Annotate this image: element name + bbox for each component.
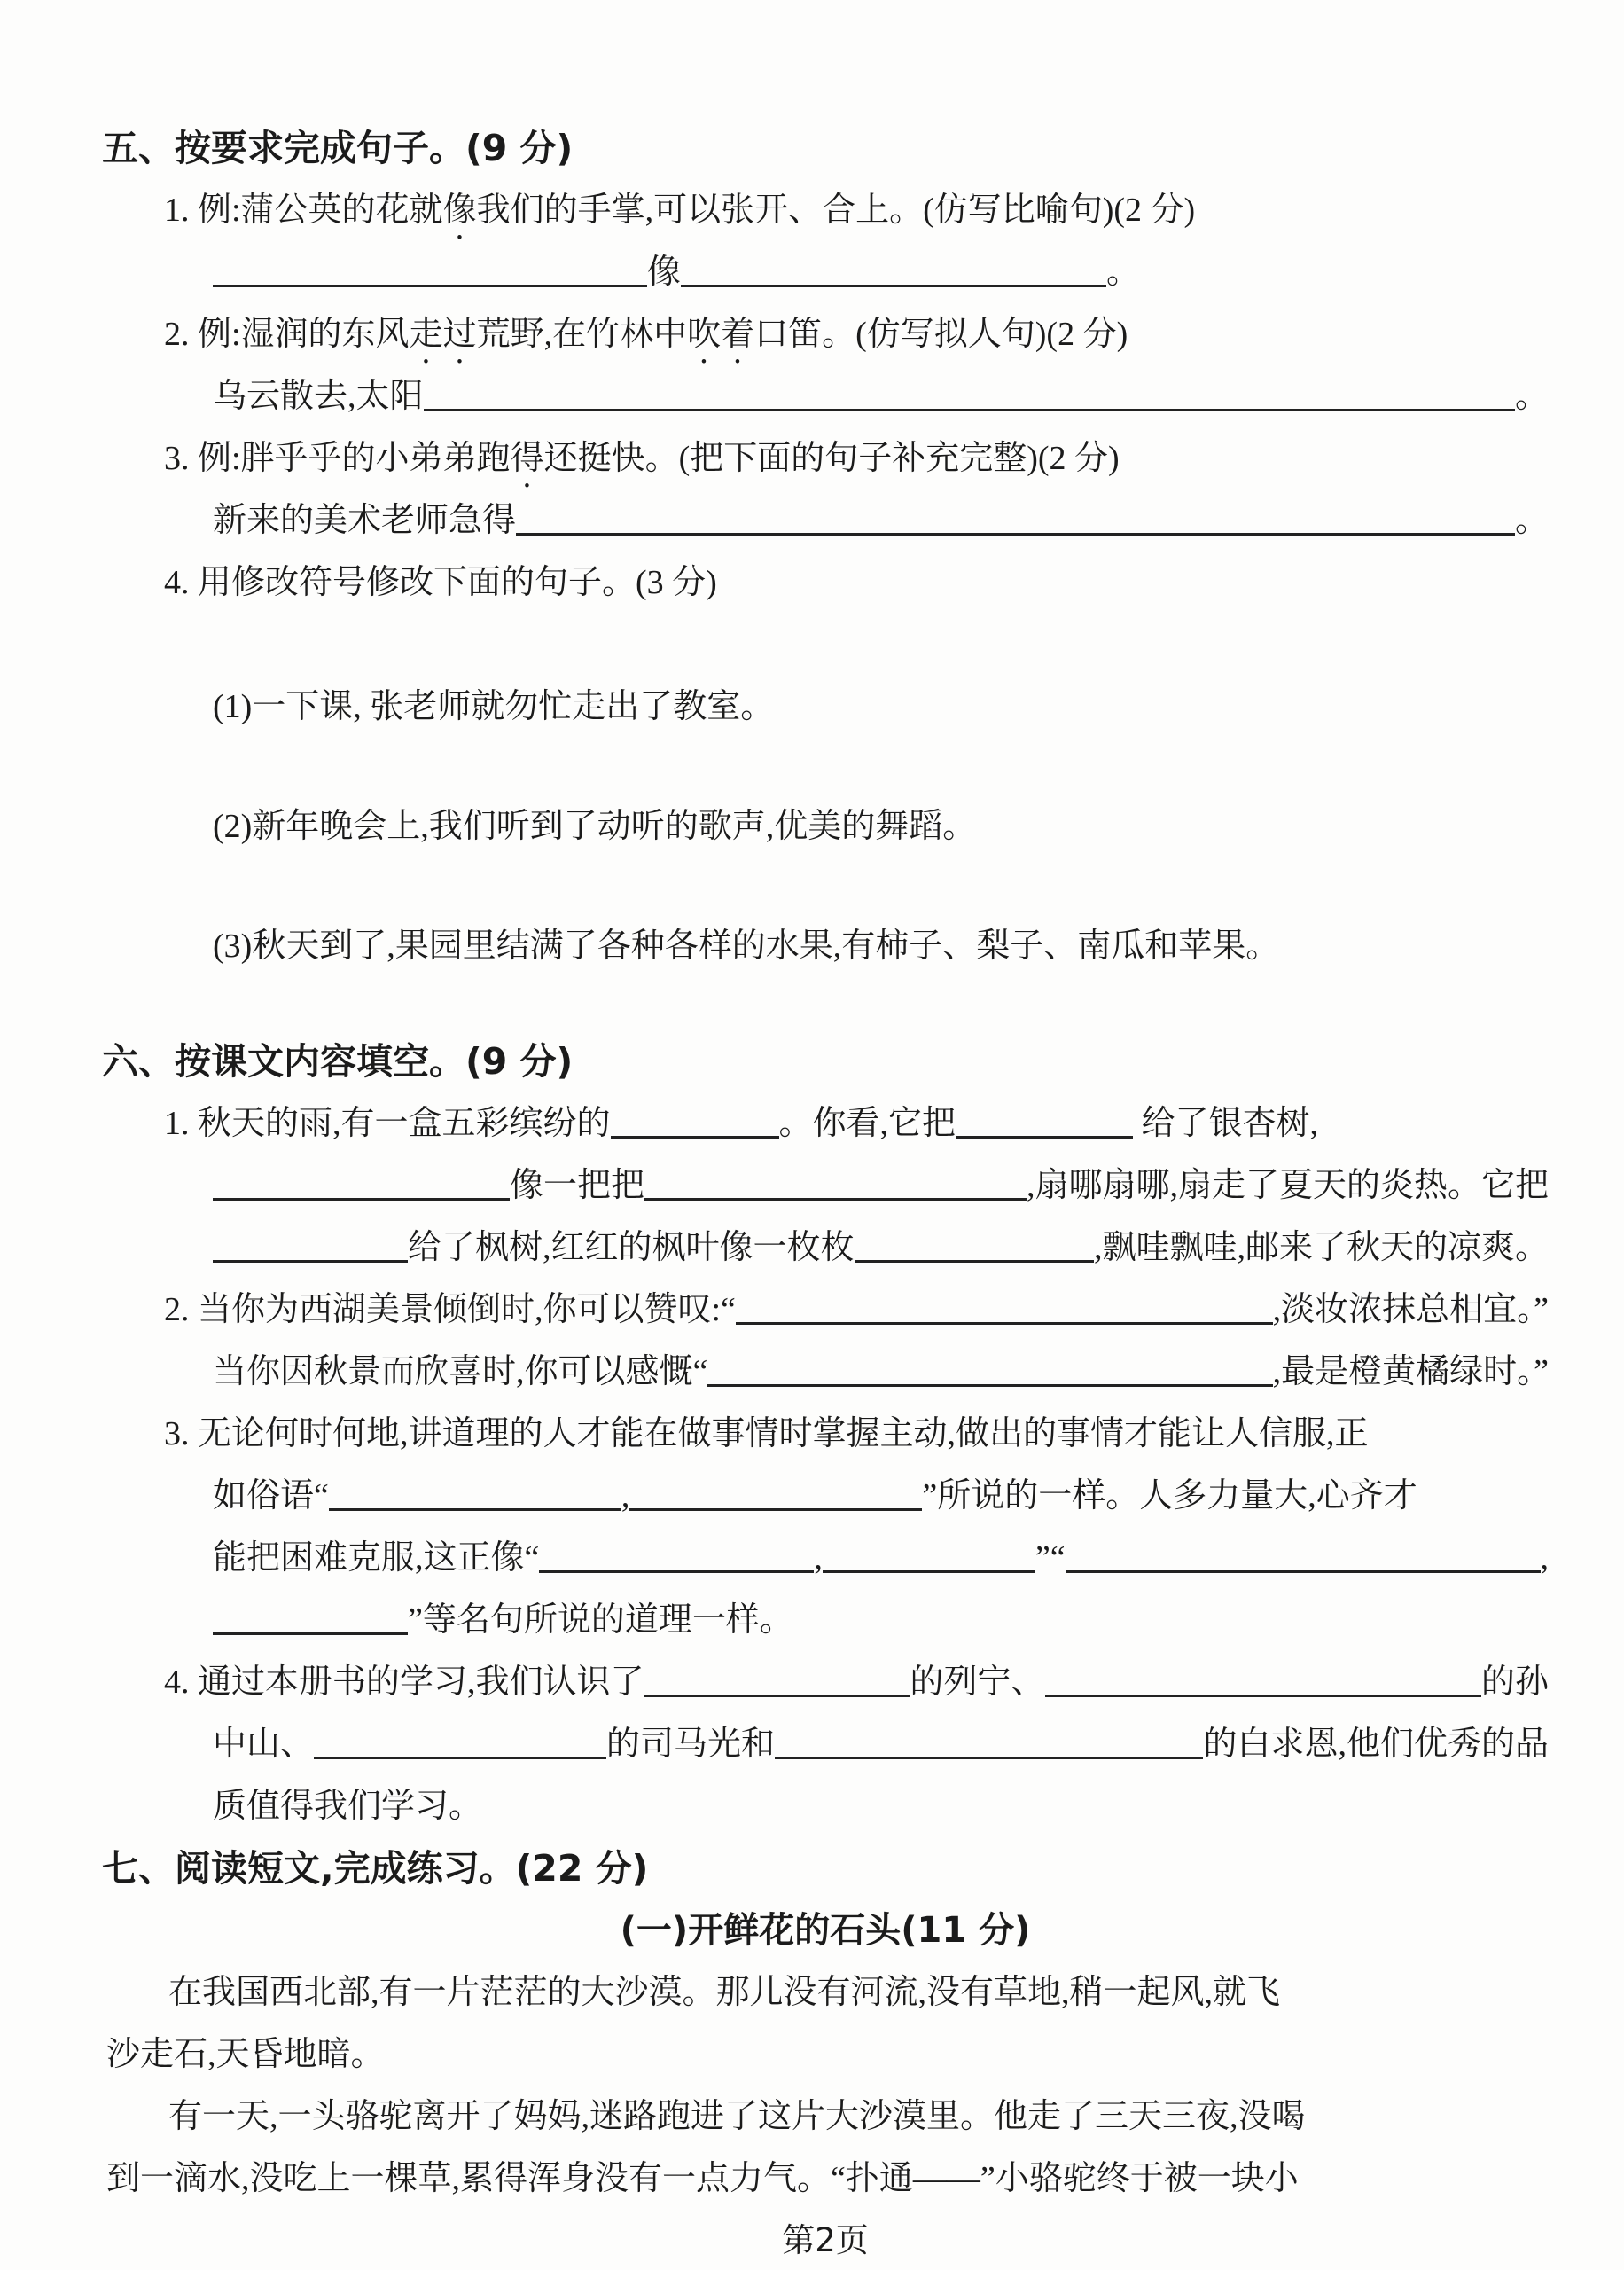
text-run: 2. 例:湿润的东风 <box>164 316 410 353</box>
answer-blank <box>707 1358 1272 1387</box>
exam-line <box>102 303 1549 365</box>
text-run: ”所说的一样。人多力量大,心齐才 <box>922 1477 1417 1515</box>
exam-line <box>102 1775 1549 1837</box>
text-run: 质值得我们学习。 <box>213 1788 483 1825</box>
exam-line <box>102 1341 1549 1403</box>
emphasized-text-run: 得 <box>510 440 544 477</box>
exam-line <box>102 1465 1549 1527</box>
answer-blank <box>1045 1668 1481 1697</box>
text-run: 的司马光和 <box>606 1726 776 1763</box>
text-run: 荒野,在竹林中 <box>476 316 688 353</box>
text-run: 当你因秋景而欣喜时,你可以感慨“ <box>213 1353 708 1390</box>
text-run: 沙走石,天昏地暗。 <box>106 2036 385 2073</box>
section-six-heading: 六、按课文内容填空。(9 分) <box>102 1040 574 1083</box>
answer-blank <box>611 1109 779 1139</box>
emphasized-text-run: 像 <box>442 192 477 229</box>
text-run: 能把困难克服,这正像“ <box>213 1539 540 1577</box>
passage-title <box>102 1899 1549 1961</box>
answer-blank <box>644 1668 910 1697</box>
answer-blank <box>516 506 1515 536</box>
answer-blank <box>644 1171 1027 1201</box>
text-run: 1. 秋天的雨,有一盒五彩缤纷的 <box>164 1105 611 1142</box>
answer-blank <box>424 382 1515 411</box>
passage-line <box>102 1961 1549 2023</box>
text-run: ,最是橙黄橘绿时。” <box>1272 1353 1549 1390</box>
section-six <box>102 1030 1549 1837</box>
text-run: 口笛。(仿写拟人句)(2 分) <box>754 316 1128 353</box>
text-run: 像 <box>647 254 682 291</box>
text-run: , <box>814 1539 823 1577</box>
emphasized-text-run: 吹着 <box>687 316 755 353</box>
text-run: 给了枫树,红红的枫叶像一枚枚 <box>408 1229 855 1266</box>
text-run: 1. 例:蒲公英的花就 <box>164 192 443 229</box>
text-run: 。 <box>1106 254 1141 291</box>
text-run: 还挺快。(把下面的句子补充完整)(2 分) <box>543 440 1120 477</box>
answer-blank <box>213 258 647 287</box>
exam-line <box>102 1217 1549 1279</box>
text-run: (一)开鲜花的石头(11 分) <box>620 1910 1031 1951</box>
exam-line <box>102 1713 1549 1775</box>
text-run: 。 <box>1514 378 1549 415</box>
passage-line <box>102 2023 1549 2086</box>
exam-line <box>102 1651 1549 1713</box>
section-five-heading: 五、按要求完成句子。(9 分) <box>102 127 574 169</box>
exam-line <box>102 1092 1549 1155</box>
text-run: 。 <box>1514 502 1549 539</box>
text-run: ,飘哇飘哇,邮来了秋天的凉爽。 <box>1093 1229 1549 1266</box>
exam-line <box>102 365 1549 427</box>
text-run: 的孙 <box>1480 1663 1549 1701</box>
exam-line <box>102 1403 1549 1465</box>
text-run: 乌云散去,太阳 <box>213 378 424 415</box>
text-run: 如俗语“ <box>213 1477 329 1515</box>
text-run: 2. 当你为西湖美景倾倒时,你可以赞叹:“ <box>164 1291 736 1328</box>
passage-line <box>102 2148 1549 2210</box>
text-run: 4. 通过本册书的学习,我们认识了 <box>164 1663 644 1701</box>
emphasized-text-run: 走过 <box>409 316 477 353</box>
answer-blank <box>956 1109 1133 1139</box>
text-run: 新来的美术老师急得 <box>213 502 517 539</box>
answer-blank <box>539 1544 814 1573</box>
exam-line <box>102 241 1549 303</box>
answer-blank <box>629 1482 922 1511</box>
answer-blank <box>213 1171 510 1201</box>
text-run: , <box>621 1477 630 1515</box>
text-run: 的白求恩,他们优秀的品 <box>1203 1726 1549 1763</box>
text-run: (2)新年晚会上,我们听到了动听的歌声,优美的舞蹈。 <box>213 808 977 845</box>
text-run: 我们的手掌,可以张开、合上。(仿写比喻句)(2 分) <box>476 192 1196 229</box>
text-run: ,淡妆浓抹总相宜。” <box>1272 1291 1549 1328</box>
answer-blank <box>1066 1544 1541 1573</box>
text-run: ”“ <box>1035 1539 1066 1577</box>
text-run: 给了银杏树, <box>1133 1105 1319 1142</box>
answer-blank <box>314 1730 606 1759</box>
answer-blank <box>823 1544 1035 1573</box>
text-run: 。你看,它把 <box>778 1105 956 1142</box>
section-seven-heading: 七、阅读短文,完成练习。(22 分) <box>102 1847 649 1890</box>
text-run: ”等名句所说的道理一样。 <box>408 1601 793 1639</box>
text-run: 的列宁、 <box>910 1663 1045 1701</box>
answer-blank <box>213 1233 408 1263</box>
section-five <box>102 117 1549 977</box>
text-run: 3. 无论何时何地,讲道理的人才能在做事情时掌握主动,做出的事情才能让人信服,正 <box>164 1415 1369 1452</box>
text-run: 在我国西北部,有一片茫茫的大沙漠。那儿没有河流,没有草地,稍一起风,就飞 <box>168 1974 1281 2011</box>
passage-line <box>102 2086 1549 2148</box>
exam-line <box>102 915 1549 977</box>
section-seven <box>102 1837 1549 2210</box>
answer-blank <box>213 1606 408 1635</box>
answer-blank <box>855 1233 1094 1263</box>
answer-blank <box>681 258 1106 287</box>
exam-line <box>102 676 1549 738</box>
exam-line <box>102 427 1549 489</box>
page-number: 第2页 <box>782 2221 869 2259</box>
exam-line <box>102 1155 1549 1217</box>
exam-line <box>102 1527 1549 1589</box>
exam-content <box>0 117 1624 2270</box>
text-run: 3. 例:胖乎乎的小弟弟跑 <box>164 440 511 477</box>
text-run: (1)一下课, 张老师就勿忙走出了教室。 <box>213 688 775 725</box>
text-run: 中山、 <box>213 1726 315 1763</box>
exam-line <box>102 489 1549 552</box>
text-run: 到一滴水,没吃上一棵草,累得浑身没有一点力气。“扑通——”小骆驼终于被一块小 <box>106 2160 1299 2197</box>
text-run: 有一天,一头骆驼离开了妈妈,迷路跑进了这片大沙漠里。他走了三天三夜,没喝 <box>168 2098 1306 2135</box>
text-run: 像一把把 <box>510 1167 645 1204</box>
exam-line <box>102 1279 1549 1341</box>
answer-blank <box>329 1482 621 1511</box>
answer-blank <box>775 1730 1203 1759</box>
exam-line <box>102 795 1549 857</box>
exam-line <box>102 552 1549 614</box>
text-run: 4. 用修改符号修改下面的句子。(3 分) <box>164 564 717 601</box>
text-run: (3)秋天到了,果园里结满了各种各样的水果,有柿子、梨子、南瓜和苹果。 <box>213 928 1280 965</box>
section-five-body <box>102 179 1549 977</box>
text-run: ,扇哪扇哪,扇走了夏天的炎热。它把 <box>1026 1167 1549 1204</box>
section-seven-body <box>102 1899 1549 2210</box>
exam-line <box>102 179 1549 241</box>
section-six-body <box>102 1092 1549 1837</box>
text-run: , <box>1540 1539 1549 1577</box>
exam-line <box>102 1589 1549 1651</box>
answer-blank <box>736 1295 1273 1325</box>
